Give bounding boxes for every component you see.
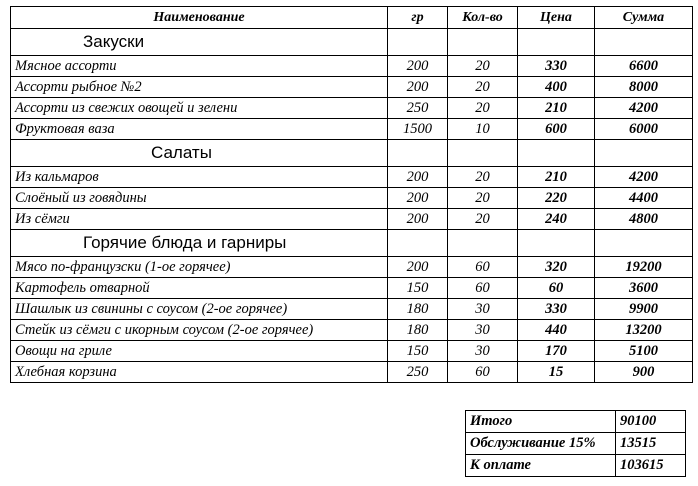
section-row-hot-dishes <box>11 230 693 257</box>
item-name: Хлебная корзина <box>11 362 388 383</box>
item-qty: 20 <box>448 209 518 230</box>
item-name: Мясо по-французски (1-ое горячее) <box>11 257 388 278</box>
item-price: 600 <box>518 119 595 140</box>
item-qty: 30 <box>448 320 518 341</box>
item-price: 240 <box>518 209 595 230</box>
item-sum: 4200 <box>595 98 693 119</box>
table-row <box>11 98 693 119</box>
item-name: Слоёный из говядины <box>11 188 388 209</box>
section-title: Салаты <box>11 140 388 167</box>
item-grams: 200 <box>388 77 448 98</box>
item-price: 60 <box>518 278 595 299</box>
item-sum: 13200 <box>595 320 693 341</box>
header-name: Наименование <box>11 7 388 29</box>
table-row <box>11 209 693 230</box>
item-sum: 19200 <box>595 257 693 278</box>
item-name: Стейк из сёмги с икорным соусом (2-ое горячее) <box>11 320 388 341</box>
table-row <box>11 167 693 188</box>
item-qty: 10 <box>448 119 518 140</box>
table-row <box>11 188 693 209</box>
table-row <box>11 362 693 383</box>
item-name: Из сёмги <box>11 209 388 230</box>
item-grams: 200 <box>388 56 448 77</box>
totals-row-subtotal <box>466 411 686 433</box>
item-sum: 4800 <box>595 209 693 230</box>
item-price: 400 <box>518 77 595 98</box>
item-qty: 20 <box>448 98 518 119</box>
table-row <box>11 341 693 362</box>
table-row <box>11 299 693 320</box>
item-qty: 60 <box>448 257 518 278</box>
item-price: 330 <box>518 299 595 320</box>
item-qty: 30 <box>448 341 518 362</box>
header-row <box>11 7 693 29</box>
item-qty: 20 <box>448 167 518 188</box>
totals-row-payable <box>466 455 686 477</box>
item-sum: 900 <box>595 362 693 383</box>
item-price: 210 <box>518 167 595 188</box>
totals-row-service <box>466 433 686 455</box>
item-name: Из кальмаров <box>11 167 388 188</box>
item-name: Ассорти рыбное №2 <box>11 77 388 98</box>
table-row <box>11 320 693 341</box>
item-qty: 20 <box>448 188 518 209</box>
item-qty: 20 <box>448 77 518 98</box>
item-grams: 1500 <box>388 119 448 140</box>
header-qty: Кол-во <box>448 7 518 29</box>
item-sum: 9900 <box>595 299 693 320</box>
item-qty: 30 <box>448 299 518 320</box>
item-name: Овощи на гриле <box>11 341 388 362</box>
item-qty: 20 <box>448 56 518 77</box>
payable-value: 103615 <box>616 455 686 477</box>
item-sum: 6000 <box>595 119 693 140</box>
item-grams: 200 <box>388 188 448 209</box>
item-sum: 8000 <box>595 77 693 98</box>
item-name: Ассорти из свежих овощей и зелени <box>11 98 388 119</box>
section-title: Горячие блюда и гарниры <box>11 230 388 257</box>
totals-table <box>465 410 686 477</box>
item-sum: 3600 <box>595 278 693 299</box>
item-name: Фруктовая ваза <box>11 119 388 140</box>
header-grams: гр <box>388 7 448 29</box>
subtotal-value: 90100 <box>616 411 686 433</box>
table-row <box>11 257 693 278</box>
item-price: 330 <box>518 56 595 77</box>
item-price: 15 <box>518 362 595 383</box>
item-grams: 200 <box>388 209 448 230</box>
item-name: Шашлык из свинины с соусом (2-ое горячее) <box>11 299 388 320</box>
header-price: Цена <box>518 7 595 29</box>
item-grams: 150 <box>388 341 448 362</box>
item-name: Мясное ассорти <box>11 56 388 77</box>
section-row-appetizers <box>11 29 693 56</box>
item-grams: 200 <box>388 257 448 278</box>
item-grams: 250 <box>388 98 448 119</box>
item-sum: 4400 <box>595 188 693 209</box>
service-value: 13515 <box>616 433 686 455</box>
table-row <box>11 278 693 299</box>
item-sum: 6600 <box>595 56 693 77</box>
item-price: 210 <box>518 98 595 119</box>
item-grams: 200 <box>388 167 448 188</box>
item-sum: 5100 <box>595 341 693 362</box>
item-grams: 180 <box>388 320 448 341</box>
item-grams: 150 <box>388 278 448 299</box>
item-price: 320 <box>518 257 595 278</box>
item-grams: 180 <box>388 299 448 320</box>
section-title: Закуски <box>11 29 388 56</box>
table-row <box>11 119 693 140</box>
item-qty: 60 <box>448 362 518 383</box>
item-name: Картофель отварной <box>11 278 388 299</box>
item-qty: 60 <box>448 278 518 299</box>
header-sum: Сумма <box>595 7 693 29</box>
item-price: 170 <box>518 341 595 362</box>
payable-label: К оплате <box>466 455 616 477</box>
item-sum: 4200 <box>595 167 693 188</box>
table-row <box>11 56 693 77</box>
menu-table <box>10 6 693 383</box>
item-price: 440 <box>518 320 595 341</box>
item-price: 220 <box>518 188 595 209</box>
section-row-salads <box>11 140 693 167</box>
subtotal-label: Итого <box>466 411 616 433</box>
table-row <box>11 77 693 98</box>
service-label: Обслуживание 15% <box>466 433 616 455</box>
item-grams: 250 <box>388 362 448 383</box>
